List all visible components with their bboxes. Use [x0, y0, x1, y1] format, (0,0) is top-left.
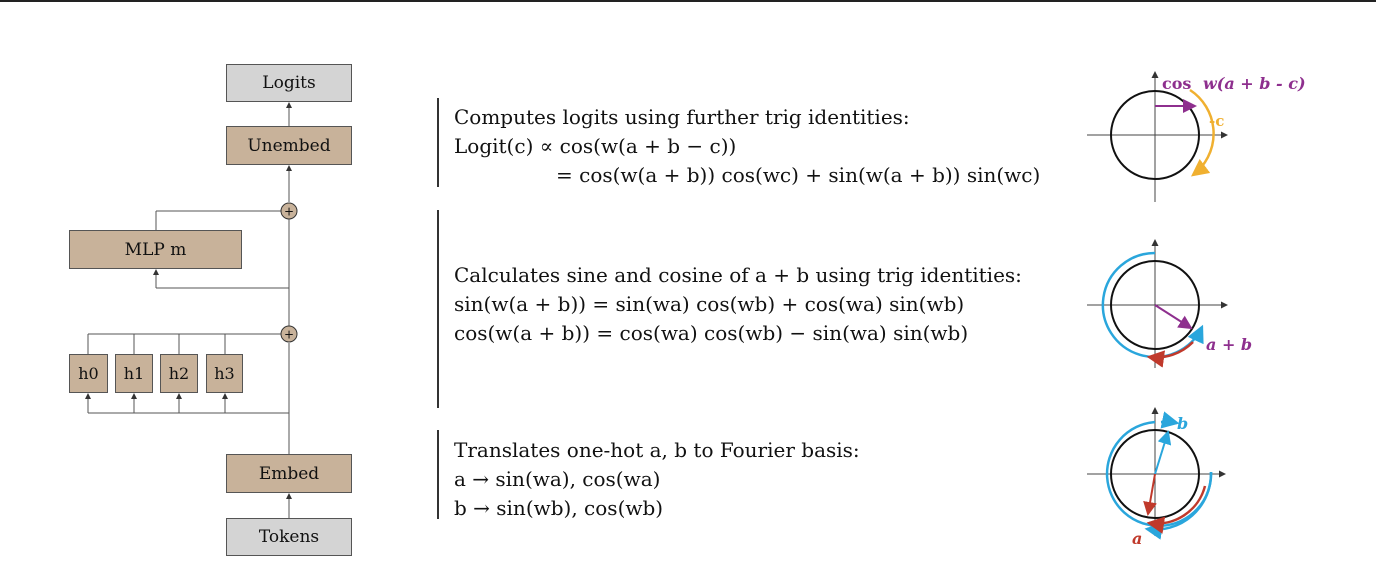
minus-c-label: -c: [1209, 112, 1225, 130]
description-trig: [454, 261, 1022, 348]
head-label-2: h2: [168, 364, 190, 383]
description-title: Translates one-hot a, b to Fourier basis:: [454, 438, 860, 462]
equation-line: cos(w(a + b)) = cos(wa) cos(wb) − sin(wa) sin(wb): [454, 321, 969, 345]
svg-text:+: +: [283, 327, 295, 342]
head-label-3: h3: [214, 364, 235, 383]
embed-box: [226, 454, 352, 493]
bracket-bottom: [437, 430, 439, 519]
unit-circle-logits: [1085, 68, 1325, 208]
head-box-2: [160, 354, 198, 393]
tokens-box: [226, 518, 352, 556]
plus-node-attention: [281, 326, 297, 342]
equation-line: = cos(w(a + b)) cos(wc) + sin(w(a + b)) sin(wc): [556, 163, 1041, 187]
equation-line: a → sin(wa), cos(wa): [454, 467, 661, 491]
cos-argument-label: w(a + b - c): [1203, 74, 1306, 93]
logits-box: [226, 64, 352, 102]
svg-text:+: +: [283, 204, 295, 219]
bracket-top: [437, 98, 439, 187]
head-label-0: h0: [78, 364, 99, 383]
head-label-1: h1: [123, 364, 145, 383]
description-title: Calculates sine and cosine of a + b using trig identities:: [454, 263, 1022, 287]
unembed-label: Unembed: [247, 135, 331, 156]
plus-node-mlp: [281, 203, 297, 219]
logits-label: Logits: [262, 73, 316, 93]
unit-circle-fourier: [1085, 406, 1245, 554]
mlp-label: MLP m: [124, 239, 187, 260]
unit-circle-sum: [1085, 238, 1265, 370]
b-label: b: [1177, 414, 1189, 433]
equation-line: sin(w(a + b)) = sin(wa) cos(wb) + cos(wa) sin(wb): [454, 292, 965, 316]
a-label: a: [1132, 529, 1143, 548]
description-fourier: [454, 436, 860, 523]
bracket-middle: [437, 210, 439, 408]
description-title: Computes logits using further trig identities:: [454, 105, 910, 129]
mlp-box: [69, 230, 242, 269]
a-plus-b-label: a + b: [1206, 335, 1253, 354]
embed-label: Embed: [258, 463, 320, 484]
unembed-box: [226, 126, 352, 165]
equation-line: b → sin(wb), cos(wb): [454, 496, 664, 520]
description-logits: [454, 103, 1040, 190]
head-box-1: [115, 354, 153, 393]
equation-line: Logit(c) ∝ cos(w(a + b − c)): [454, 134, 737, 158]
tokens-label: Tokens: [258, 527, 320, 547]
head-box-0: [69, 354, 108, 393]
cos-label: cos: [1162, 74, 1192, 93]
head-box-3: [206, 354, 243, 393]
